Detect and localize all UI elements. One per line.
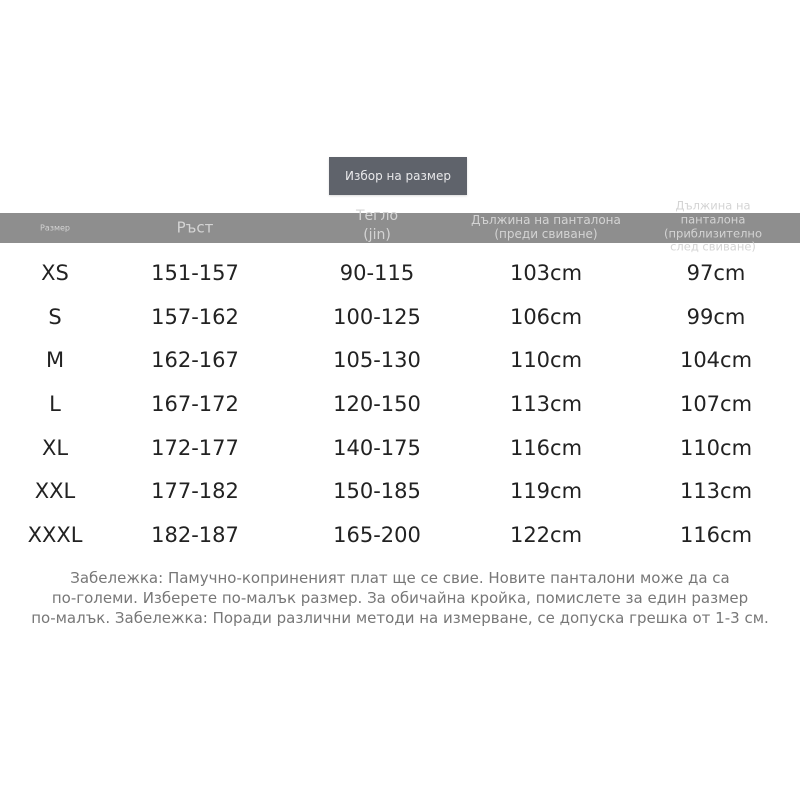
cell-weight: 105-130	[333, 348, 421, 372]
header-length-after-line2: панталона	[680, 212, 746, 227]
cell-length-after: 99cm	[686, 305, 746, 329]
cell-size: XXXL	[27, 523, 83, 547]
cell-weight: 120-150	[333, 392, 421, 416]
header-weight	[356, 207, 398, 245]
cell-height: 167-172	[151, 392, 239, 416]
cell-length-after: 110cm	[679, 436, 753, 460]
header-length-after-line4: след свиване)	[670, 239, 756, 254]
cell-size: XS	[41, 261, 69, 285]
footnote-line3: по-малък. Забележка: Поради различни методи на измерване, се допуска грешка от 1-3 см.	[31, 609, 769, 627]
cell-weight: 150-185	[333, 479, 421, 503]
table-row	[0, 384, 800, 424]
cell-length-before: 116cm	[509, 436, 583, 460]
cell-height: 182-187	[151, 523, 239, 547]
cell-length-before: 122cm	[509, 523, 583, 547]
table-row	[0, 471, 800, 511]
footnote-line1: Забележка: Памучно-коприненият плат ще се свие. Новите панталони може да са	[70, 569, 730, 587]
cell-height: 172-177	[151, 436, 239, 460]
table-row	[0, 428, 800, 468]
table-row	[0, 253, 800, 293]
cell-height: 151-157	[151, 261, 239, 285]
cell-length-before: 113cm	[509, 392, 583, 416]
cell-length-after: 107cm	[679, 392, 753, 416]
cell-length-after: 113cm	[679, 479, 753, 503]
table-row	[0, 297, 800, 337]
header-weight-line1: Тегло	[355, 208, 399, 225]
cell-size: S	[48, 305, 62, 329]
cell-length-after: 116cm	[679, 523, 753, 547]
cell-height: 157-162	[151, 305, 239, 329]
table-row	[0, 340, 800, 380]
cell-size: XL	[41, 436, 69, 460]
cell-height: 162-167	[151, 348, 239, 372]
header-length-after-line1: Дължина на	[675, 198, 751, 213]
cell-length-before: 119cm	[509, 479, 583, 503]
cell-weight: 140-175	[333, 436, 421, 460]
cell-length-before: 110cm	[509, 348, 583, 372]
header-height: Ръст	[176, 218, 214, 237]
size-selection-badge: Избор на размер	[329, 157, 467, 195]
cell-height: 177-182	[151, 479, 239, 503]
cell-length-after: 104cm	[679, 348, 753, 372]
cell-size: XXL	[34, 479, 76, 503]
header-size: Размер	[39, 223, 71, 233]
footnote	[15, 568, 785, 628]
cell-weight: 165-200	[333, 523, 421, 547]
header-length-after-line3: (приблизително	[664, 226, 762, 240]
cell-length-before: 103cm	[509, 261, 583, 285]
cell-size: L	[49, 392, 61, 416]
header-length-after	[664, 199, 762, 254]
header-length-before-line2: (преди свиване)	[494, 227, 598, 241]
header-weight-line2: (jin)	[363, 227, 391, 243]
header-length-before-line1: Дължина на панталона	[471, 213, 621, 228]
cell-weight: 90-115	[339, 261, 415, 285]
cell-weight: 100-125	[333, 305, 421, 329]
table-row	[0, 515, 800, 555]
cell-size: M	[45, 348, 65, 372]
footnote-line2: по-големи. Изберете по-малък размер. За обичайна кройка, помислете за един размер	[51, 589, 749, 607]
cell-length-before: 106cm	[509, 305, 583, 329]
cell-length-after: 97cm	[686, 261, 746, 285]
header-length-before	[471, 214, 621, 242]
